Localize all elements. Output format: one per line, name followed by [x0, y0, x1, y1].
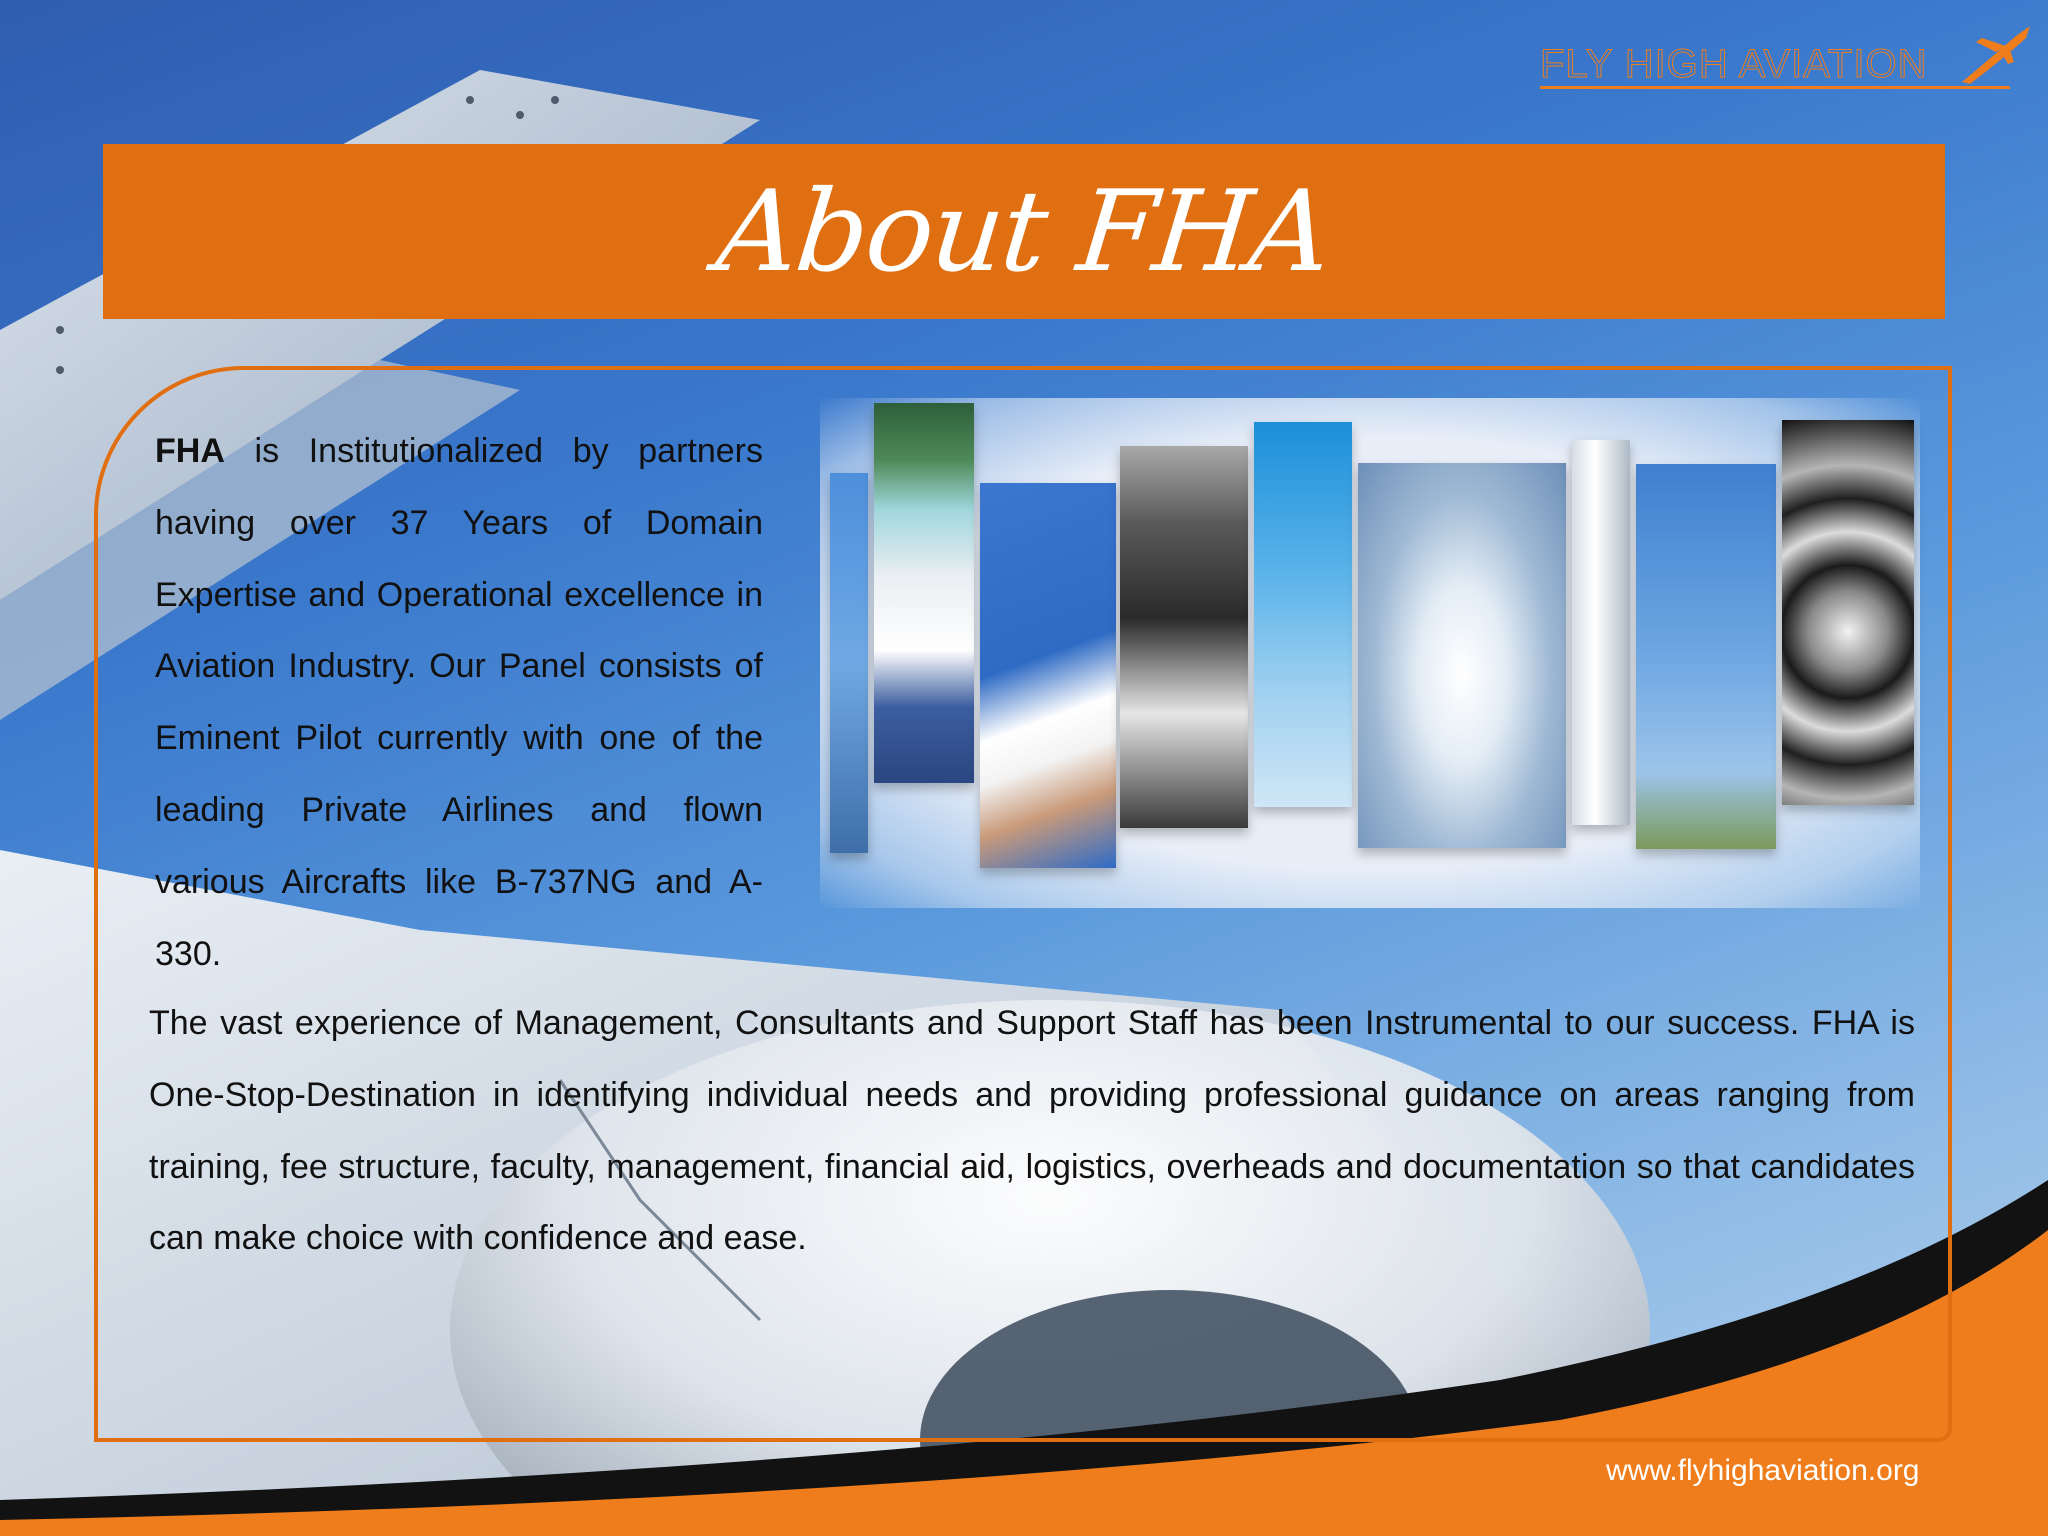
collage-panel-jet-engine-fan: [1782, 420, 1914, 805]
website-link[interactable]: www.flyhighaviation.org: [1606, 1454, 1920, 1487]
collage-panel-cockpit: [1120, 446, 1248, 828]
aviation-photo-collage: [820, 398, 1920, 908]
fly-high-aviation-logo[interactable]: [1536, 22, 2036, 112]
logo-text: FLY HIGH AVIATION: [1540, 42, 1928, 86]
slide-title: About FHA: [711, 166, 1337, 297]
collage-panel-paper-plane: [980, 483, 1116, 868]
collage-panel-airliner-fuselage: [1572, 440, 1630, 825]
collage-panel-sky-strip: [830, 473, 868, 853]
collage-panel-airliner-takeoff: [1254, 422, 1352, 807]
intro-text: is Institutionalized by partners having over 37 Years of Domain Expertise and Operational excellence in Aviation Industry. Our Panel consists of Eminent Pilot currently with one of the leading Private Airlines and flown various Aircrafts like B-737NG and A-330.: [155, 432, 763, 973]
airplane-icon: [1956, 22, 2036, 92]
title-banner: [103, 144, 1945, 319]
intro-lead: FHA: [155, 432, 225, 470]
logo-underline: [1540, 86, 2010, 89]
collage-panel-child-with-toy-plane: [874, 403, 974, 783]
body-paragraph: The vast experience of Management, Consultants and Support Staff has been Instrumental to our success. FHA is One-Stop-Destination in identifying individual needs and providing professional guidance on areas ranging from training, fee structure, faculty, management, financial aid, logistics, overheads and documentation so that candidates can make choice with confidence and ease.: [149, 1004, 1915, 1258]
intro-paragraph: [155, 416, 763, 990]
collage-panel-propeller-plane: [1358, 463, 1566, 848]
collage-panel-helicopter: [1636, 464, 1776, 849]
